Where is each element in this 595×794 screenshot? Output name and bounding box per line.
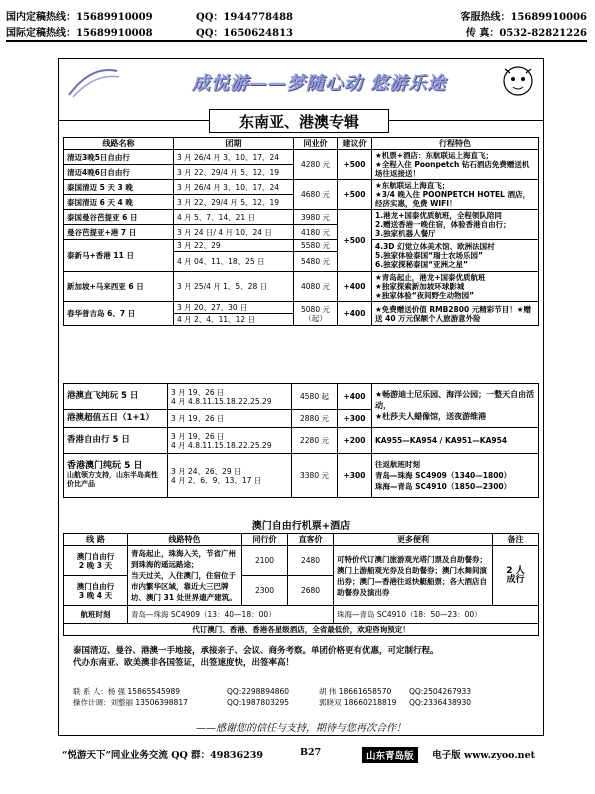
price-cell: 2680 [288,576,334,606]
promo-text: 泰国清迈、曼谷、港澳一手地接，承接亲子、会议、商务考察。单团价格更有优惠，可定制行程。 代办东南亚、欧美澳非各国签证，出签速度快，出签率高！ [73,646,439,668]
slogan: 成悦游——梦随心动 悠游乐途 [191,73,447,94]
date-cell: 3 月 22、29/4 月 5、12、19 [174,195,294,210]
header-row-1 [6,8,587,22]
feature-cell: ★东航联运上海直飞； ★3/4 晚入住 POONPETCH HOTEL 酒店，经济实惠，免费 WIFI！ [372,180,539,210]
price-cell: 5580 元 [294,240,338,252]
col-route: 线 路 [64,534,128,546]
table-row: 澳门自由行 3 晚 4 天 [64,576,128,606]
col-more: 更多便利 [334,534,493,546]
contact-4-qq: QQ:2336438930 [409,698,472,707]
table-row: 春华普吉岛 6、7 日 [64,302,174,326]
website: 电子版 www.zyoo.net [432,750,535,761]
date-cell: 4 月 04、11、18、25 日 [174,252,294,272]
feature-cell: ★畅游迪士尼乐园、海洋公园；一整天自由活动， ★杜莎夫人蜡像馆，送夜游维港 [372,384,539,428]
table-row: 香港自由行 5 日 [64,428,168,454]
col-trade-price: 同行价 [242,534,288,546]
col-direct-price: 直客价 [288,534,334,546]
footer-qq-group: “悦游天下”同业业务交流 QQ 群：49836239 [62,750,263,761]
southeast-asia-table [63,137,539,326]
price-cell: 5480 元 [294,252,338,272]
price-cell: 4580 起 [292,384,338,410]
table-row: 港澳超值五日（1+1） [64,410,168,428]
price-cell: 5080 元 （起） [294,302,338,326]
date-cell: 3 月 19、26 日 [168,410,292,428]
flight-outbound: 青岛—珠海 SC4909（13：40—18：00） [128,606,334,624]
date-cell: 3 月 26/4 月 3、10、17、24 [174,150,294,165]
flight-label: 航班时刻 [64,606,128,624]
price-cell: 4080 元 [294,272,338,302]
suggest-cell: +200 [338,428,372,454]
feature-cell: 4.3D 幻觉立体美术馆、欧洲法国村 5.独家体验泰国“瑞士农场乐园” 6.独家探秘泰国“亚洲之星” [372,240,539,272]
col-route: 线路名称 [64,138,174,150]
price-cell: 2100 [242,546,288,576]
price-cell: 2880 元 [292,410,338,428]
edition-badge: 山东青岛版 [362,747,418,763]
contact-3: 操作计调：刘整丽 13506398817 [73,698,188,707]
table-row: 泰新马+香港 11 日 [64,240,174,272]
contact-2-qq: QQ:2504267933 [409,687,472,696]
table-row: 香港澳门纯玩 5 日 [67,461,143,471]
suggest-cell: +500 [338,180,372,210]
contact-1: 联 系 人：杨 强 15865545989 [73,687,181,696]
domestic-qq: QQ：1944778488 [196,12,294,23]
hotel-booking-row: 代订澳门、香港、香港各星级酒店，全省最低价，欢迎咨询预定！ [64,624,539,636]
header-rule [6,40,587,42]
price-cell: 4280 元 [294,150,338,180]
thanks-line: ——感谢您的信任与支持，期待与您再次合作！ [196,723,406,734]
intl-qq: QQ：1650624813 [196,28,294,39]
date-cell: 3 月 22、29 [174,240,294,252]
contact-1-qq: QQ:2298894860 [227,687,290,696]
table-row: 新加坡+马来西亚 6 日 [64,272,174,302]
contact-3-qq: QQ:1987803295 [227,698,290,707]
page-number: B27 [300,747,322,758]
col-trade-price: 同业价 [294,138,338,150]
macau-title: 澳门自由行机票+酒店 [251,521,351,532]
date-cell: 4 月 5、7、14、21 日 [174,210,294,225]
service-hotline: 客服热线：15689910006 [460,12,587,23]
table-row: 澳门自由行 2 晚 3 天 [64,546,128,576]
date-cell: 4 月 2、4、11、12 日 [174,314,294,326]
fax: 传 真：0532-82821226 [465,28,587,39]
contact-2: 胡 伟 18661658570 [319,687,392,696]
col-feature: 线路特色 [128,534,242,546]
date-cell: 3 月 20、27、30 日 [174,302,294,314]
suggest-cell: +300 [338,410,372,428]
col-dates: 团期 [174,138,294,150]
suggest-cell: +300 [338,454,372,498]
table-row: 清迈3晚5日自由行 [64,150,174,165]
col-suggest-price: 建议价 [338,138,372,150]
suggest-cell: +500 [338,150,372,180]
feature-cell: 往返航班时刻 青岛—珠海 SC4909（1340—1800） 珠海—青岛 SC4910（1850—2300） [372,454,539,498]
feature-cell: ★青岛起止，港龙+国泰优质航班 ★独家探索新加坡环球影城 ★独家体验“夜间野生动物园” [372,272,539,302]
header-row-2 [6,24,587,38]
feature-cell: KA955—KA954 / KA951—KA954 [372,428,539,454]
table-row: 泰国清迈 5 天 3 晚 [64,180,174,195]
macau-table [63,533,539,636]
date-cell: 3 月 26/4 月 3、10、17、24 [174,180,294,195]
hongkong-macau-table [63,383,539,498]
table-row: 清迈4晚6日自由行 [64,165,174,180]
suggest-cell: +400 [338,272,372,302]
section-banner: 东南亚、港澳专辑 [209,109,389,133]
intl-hotline: 国际定稿热线：15689910008 [6,28,153,39]
contact-4: 郭晓双 18660218819 [319,698,397,707]
suggest-cell: +400 [338,302,372,326]
table-row: 曼谷芭提亚+港 7 日 [64,225,174,240]
price-cell: 2300 [242,576,288,606]
price-cell: 3380 元 [292,454,338,498]
date-cell: 3 月 22、29/4 月 5、12、19 [174,165,294,180]
table-row: 泰国曼谷芭提亚 6 日 [64,210,174,225]
price-cell: 4180 元 [294,225,338,240]
price-cell: 3980 元 [294,210,338,225]
feature-cell: 1.港龙+国泰优质航班，全程领队陪同 2.赠送香港一晚住宿，体验香港自由行； 3.独家机器人餐厅 [372,210,539,240]
feature-cell: 青岛起止，珠海入关，节省广州到珠海的遥远路途； 当天过关，入住澳门，住宿位于市内繁华区域，靠近大三巴牌坊、澳门 31 处世界遗产建筑。 [128,546,242,606]
date-cell: 3 月 19、26 日 4 月 4.8.11.15.18.22.25.29 [168,384,292,410]
date-cell: 3 月 25/4 月 1、5、28 日 [174,272,294,302]
swirl-logo-icon [61,61,121,101]
more-cell: 可特价代订澳门旅游观光塔门票及自助餐券；澳门上游船观光券及自助餐券；澳门水舞间演出券；澳门—香港往返快艇船票；各大酒店自助餐券及演出券 [334,546,493,606]
date-cell: 3 月 24、26、29 日 4 月 2、6、9、13、17 日 [168,454,292,498]
suggest-cell: +500 [338,210,372,272]
table-row: 泰国清迈 6 天 4 晚 [64,195,174,210]
note-cell: 2 人 成行 [493,546,539,606]
price-cell: 2280 元 [292,428,338,454]
tiger-mascot-icon [497,61,539,101]
price-cell: 4680 元 [294,180,338,210]
col-note: 备注 [493,534,539,546]
flight-return: 珠海—青岛 SC4910（18：50—23：00） [334,606,539,624]
date-cell: 3 月 24 日/ 4 月 10、24 日 [174,225,294,240]
col-features: 行程特色 [372,138,539,150]
table-row: 港澳直飞纯玩 5 日 [64,384,168,410]
content-frame [58,58,544,736]
date-cell: 3 月 19、26 日 4 月 4.8.11.15.18.22.25.29 [168,428,292,454]
feature-cell: ★机票+酒店：东航联运上海直飞； ★全程入住 Poonpetch 钻石酒店免费赠送机场往返接送！ [372,150,539,180]
suggest-cell: +400 [338,384,372,410]
feature-cell: ★免费赠送价值 RMB2800 元精彩节目！★赠送 40 万元保额个人旅游意外险 [372,302,539,326]
price-cell: 2480 [288,546,334,576]
route-subtitle: 山航领方支持，山东半岛高性价比产品 [67,471,158,488]
domestic-hotline: 国内定稿热线：15689910009 [6,12,153,23]
